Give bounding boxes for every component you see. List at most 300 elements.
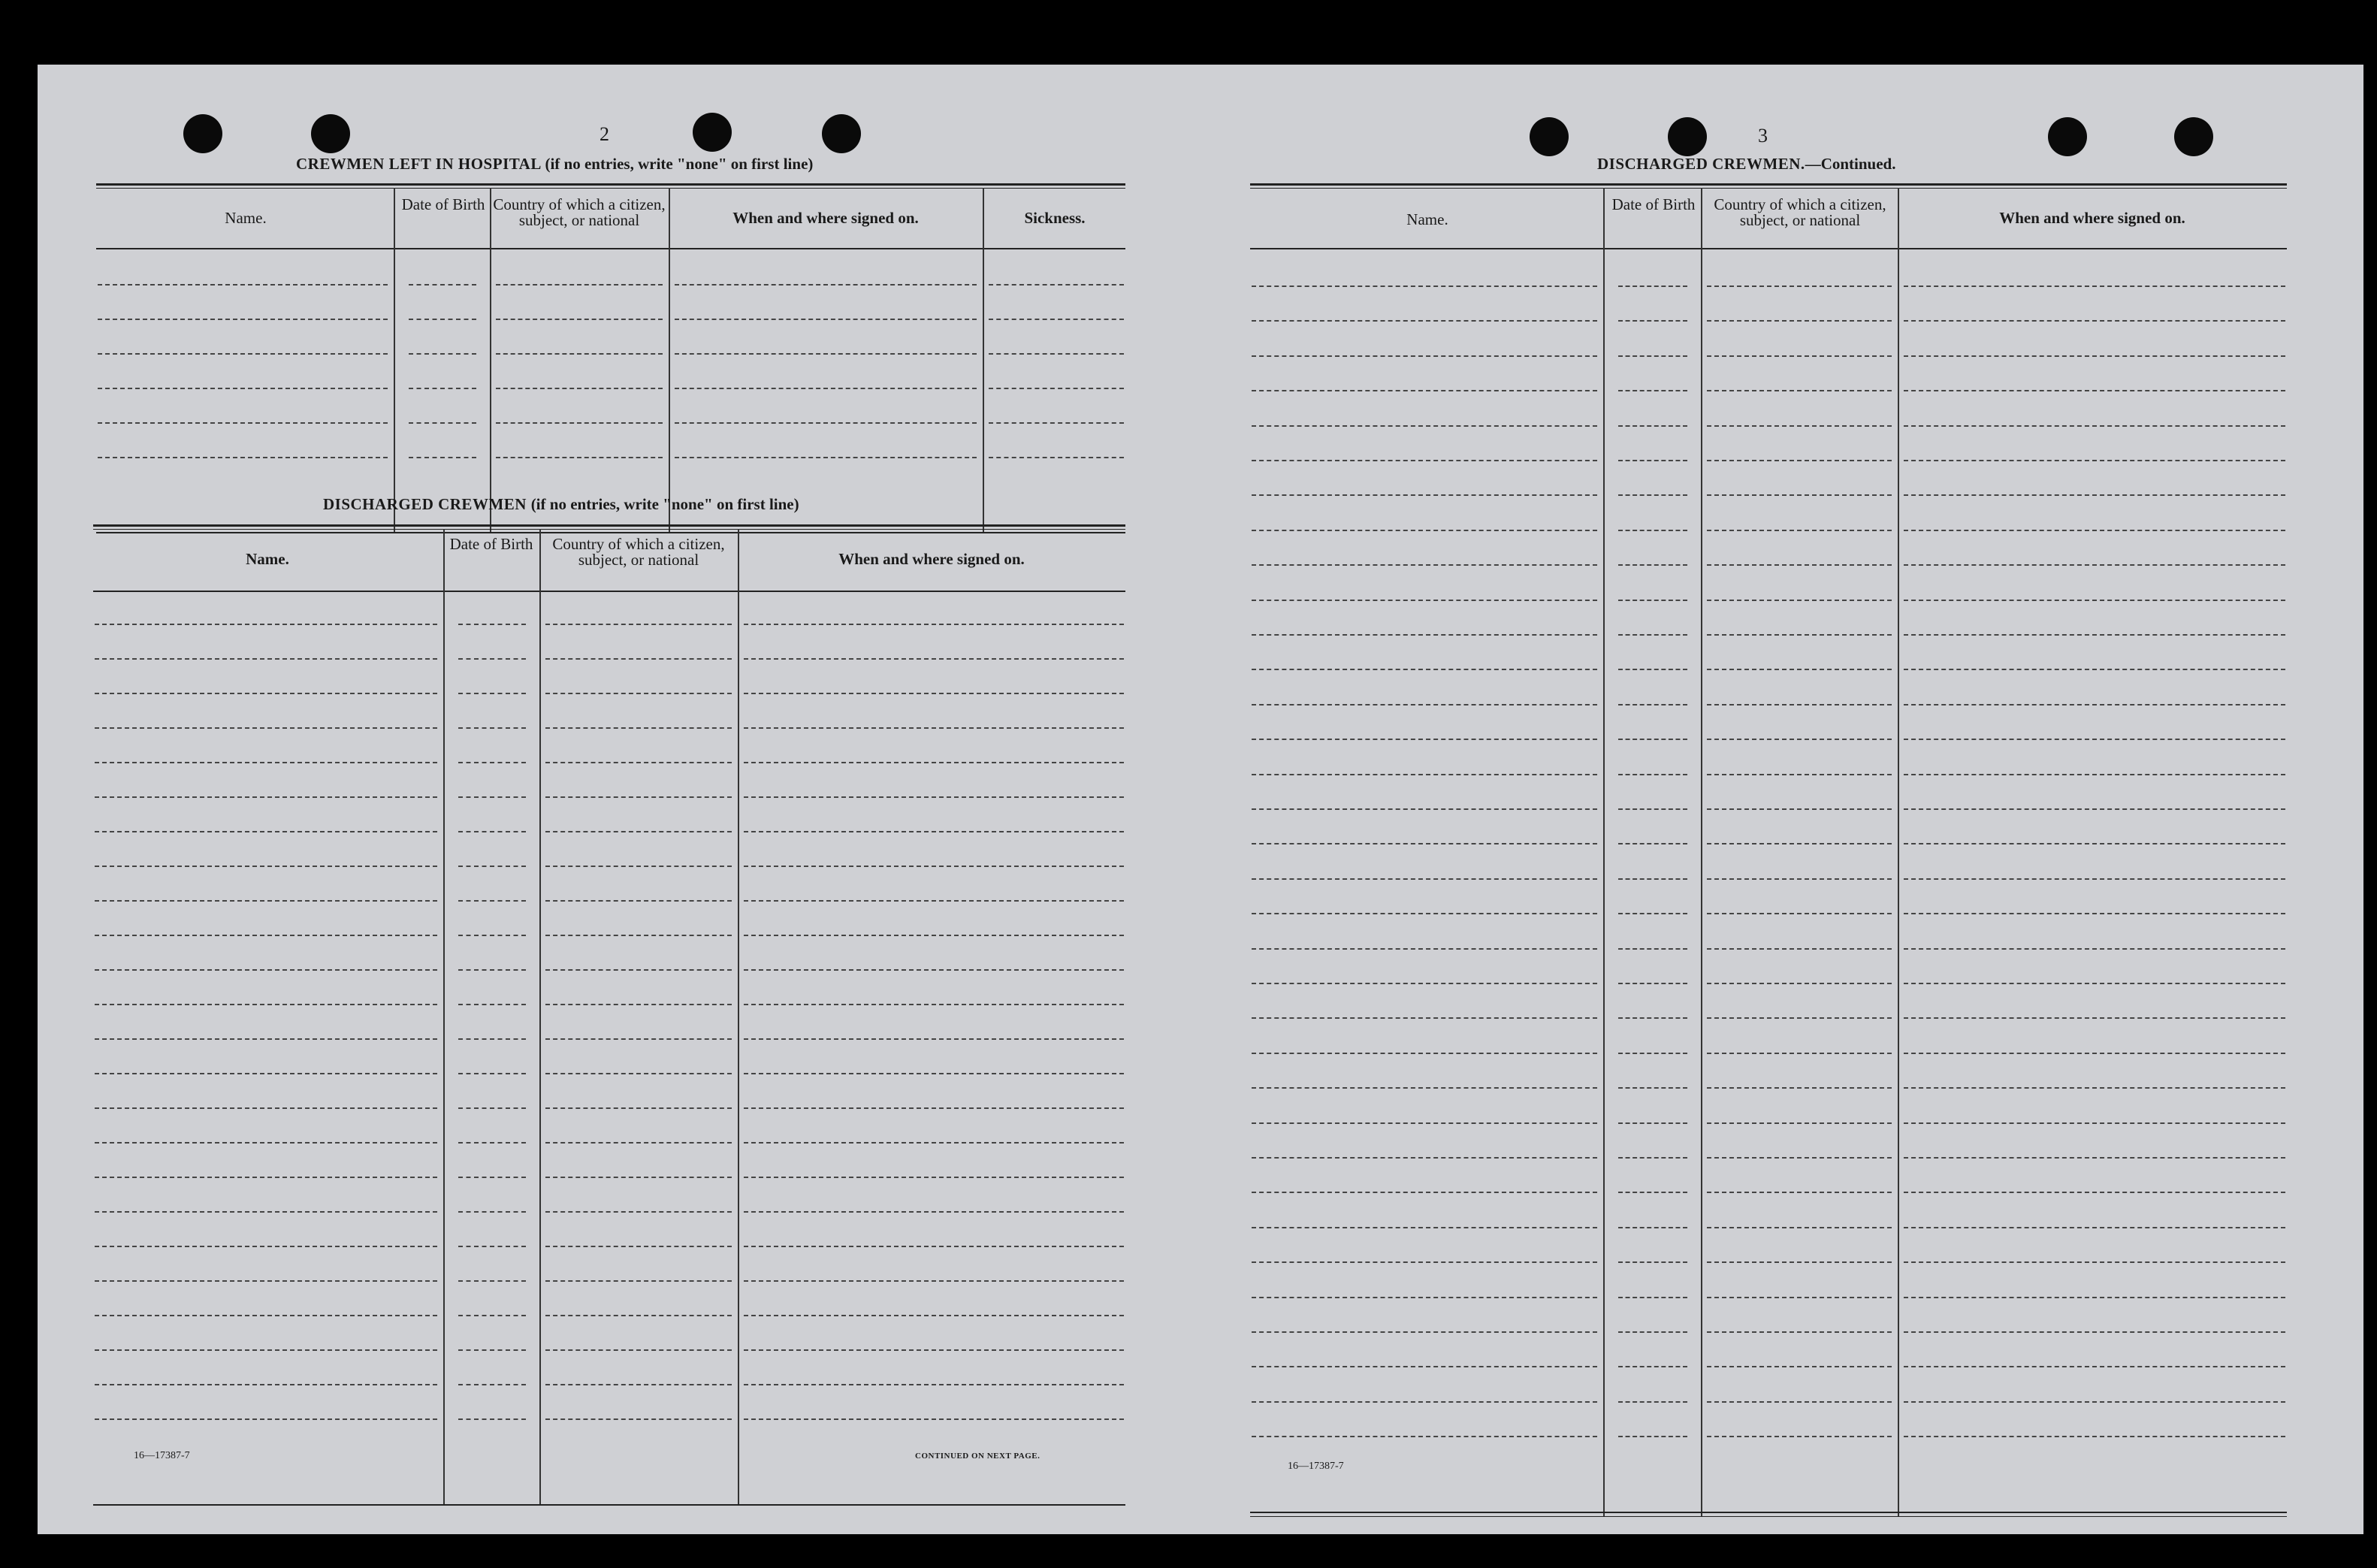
col-signed-on-header: When and where signed on. (838, 550, 1025, 568)
col-dob-header: Date of Birth (449, 535, 533, 553)
entry-line (1618, 1297, 1687, 1298)
entry-line (1707, 320, 1892, 322)
entry-line (1904, 1366, 2285, 1367)
entry-line (458, 1315, 526, 1316)
entry-line (1904, 530, 2285, 531)
entry-line (1252, 669, 1597, 670)
entry-line (1252, 1017, 1597, 1019)
hospital-title-text: CREWMEN LEFT IN HOSPITAL (296, 155, 541, 173)
entry-line (1707, 913, 1892, 914)
entry-line (744, 1418, 1124, 1420)
entry-line (1618, 1017, 1687, 1019)
entry-line (545, 762, 732, 763)
entry-line (458, 1073, 526, 1074)
hospital-section-title (296, 155, 813, 174)
continued-note: CONTINUED ON NEXT PAGE. (915, 1452, 1041, 1461)
entry-line (1252, 460, 1597, 461)
entry-line (1904, 669, 2285, 670)
entry-line (95, 900, 437, 902)
table-top-rule (96, 188, 1125, 189)
entry-line (1707, 1401, 1892, 1403)
entry-line (409, 422, 476, 424)
entry-line (95, 1246, 437, 1247)
entry-line (1618, 355, 1687, 357)
entry-line (496, 284, 663, 286)
column-divider (394, 188, 395, 533)
entry-line (1707, 1436, 1892, 1437)
entry-line (1252, 1297, 1597, 1298)
entry-line (1252, 878, 1597, 880)
entry-line (1904, 1087, 2285, 1089)
entry-line (1707, 739, 1892, 740)
entry-line (98, 353, 388, 355)
entry-line (409, 388, 476, 389)
form-number: 16—17387-7 (134, 1450, 190, 1461)
entry-line (1707, 286, 1892, 287)
entry-line (1904, 286, 2285, 287)
col-dob-header: Date of Birth (1611, 195, 1696, 213)
entry-line (1618, 1087, 1687, 1089)
entry-line (458, 935, 526, 936)
column-divider (1603, 188, 1605, 1516)
entry-line (1904, 1331, 2285, 1333)
header-bottom-rule (93, 591, 1125, 592)
entry-line (95, 1038, 437, 1040)
entry-line (1618, 669, 1687, 670)
entry-line (1252, 1227, 1597, 1228)
entry-line (1707, 564, 1892, 566)
entry-line (1904, 1436, 2285, 1437)
entry-line (1904, 1261, 2285, 1263)
entry-line (1707, 530, 1892, 531)
continued-title-text: DISCHARGED CREWMEN. (1597, 155, 1805, 173)
continued-suffix-text: —Continued. (1805, 155, 1896, 173)
entry-line (545, 693, 732, 694)
entry-line (1252, 1436, 1597, 1437)
col-sickness-header: Sickness. (1024, 209, 1086, 227)
entry-line (1618, 1122, 1687, 1124)
entry-line (989, 457, 1124, 458)
entry-line (744, 1073, 1124, 1074)
entry-line (458, 624, 526, 625)
entry-line (95, 1177, 437, 1178)
entry-line (545, 1384, 732, 1385)
entry-line (545, 1107, 732, 1109)
entry-line (458, 1177, 526, 1178)
entry-line (458, 1246, 526, 1247)
entry-line (1707, 494, 1892, 496)
form-number: 16—17387-7 (1288, 1461, 1344, 1472)
entry-line (458, 831, 526, 832)
entry-line (1618, 530, 1687, 531)
entry-line (98, 457, 388, 458)
entry-line (989, 388, 1124, 389)
entry-line (95, 1384, 437, 1385)
entry-line (1904, 774, 2285, 775)
entry-line (458, 658, 526, 660)
entry-line (1618, 320, 1687, 322)
hospital-subtitle-text: (if no entries, write "none" on first line) (545, 155, 814, 173)
entry-line (545, 900, 732, 902)
entry-line (98, 422, 388, 424)
entry-line (95, 969, 437, 971)
punch-hole (693, 113, 732, 152)
entry-line (1904, 494, 2285, 496)
entry-line (458, 1384, 526, 1385)
entry-line (1252, 774, 1597, 775)
entry-line (409, 353, 476, 355)
entry-line (1252, 320, 1597, 322)
table-top-rule (1250, 183, 2287, 186)
entry-line (1252, 1192, 1597, 1193)
entry-line (1707, 774, 1892, 775)
entry-line (1252, 564, 1597, 566)
page-number: 3 (1758, 125, 1768, 147)
entry-line (458, 1142, 526, 1144)
entry-line (1707, 1297, 1892, 1298)
entry-line (95, 693, 437, 694)
entry-line (545, 1418, 732, 1420)
entry-line (1904, 425, 2285, 427)
entry-line (1707, 1227, 1892, 1228)
page-number: 2 (600, 123, 609, 145)
entry-line (675, 353, 977, 355)
entry-line (1904, 564, 2285, 566)
col-signed-on-header: When and where signed on. (732, 209, 919, 227)
entry-line (95, 866, 437, 867)
entry-line (1707, 1157, 1892, 1159)
entry-line (1618, 1366, 1687, 1367)
entry-line (1904, 704, 2285, 705)
entry-line (1618, 390, 1687, 391)
entry-line (1904, 843, 2285, 844)
entry-line (675, 388, 977, 389)
entry-line (95, 1107, 437, 1109)
header-bottom-rule (96, 248, 1125, 249)
entry-line (744, 693, 1124, 694)
entry-line (1707, 704, 1892, 705)
entry-line (95, 1315, 437, 1316)
entry-line (1252, 600, 1597, 601)
table-top-rule (93, 524, 1125, 527)
entry-line (409, 457, 476, 458)
entry-line (1904, 1227, 2285, 1228)
entry-line (744, 1384, 1124, 1385)
entry-line (409, 284, 476, 286)
table-top-rule (1250, 188, 2287, 189)
entry-line (1618, 425, 1687, 427)
column-divider (1898, 188, 1899, 1516)
entry-line (1618, 1436, 1687, 1437)
entry-line (1904, 1192, 2285, 1193)
entry-line (744, 727, 1124, 729)
entry-line (545, 1246, 732, 1247)
entry-line (1707, 1261, 1892, 1263)
entry-line (95, 1004, 437, 1005)
entry-line (545, 1280, 732, 1282)
entry-line (1618, 1192, 1687, 1193)
entry-line (1707, 1087, 1892, 1089)
entry-line (1252, 1401, 1597, 1403)
entry-line (1707, 390, 1892, 391)
entry-line (458, 1211, 526, 1213)
entry-line (1618, 1227, 1687, 1228)
punch-hole (1668, 117, 1707, 156)
entry-line (95, 1349, 437, 1351)
discharged-subtitle-text: (if no entries, write "none" on first line) (530, 495, 799, 513)
entry-line (545, 1004, 732, 1005)
col-dob-header: Date of Birth (401, 195, 485, 213)
entry-line (1707, 948, 1892, 950)
column-divider (1701, 188, 1702, 1516)
entry-line (1252, 843, 1597, 844)
entry-line (95, 658, 437, 660)
entry-line (1252, 1122, 1597, 1124)
entry-line (1707, 634, 1892, 636)
table-top-rule (93, 529, 1125, 530)
entry-line (1904, 460, 2285, 461)
entry-line (1618, 774, 1687, 775)
entry-line (744, 831, 1124, 832)
punch-hole (2048, 117, 2087, 156)
entry-line (744, 762, 1124, 763)
entry-line (744, 1315, 1124, 1316)
entry-line (1707, 355, 1892, 357)
entry-line (1904, 1017, 2285, 1019)
entry-line (409, 319, 476, 320)
entry-line (1618, 1331, 1687, 1333)
entry-line (1618, 1157, 1687, 1159)
entry-line (744, 1211, 1124, 1213)
discharged-title-text: DISCHARGED CREWMEN (323, 495, 527, 513)
entry-line (1707, 460, 1892, 461)
entry-line (1252, 390, 1597, 391)
entry-line (744, 1142, 1124, 1144)
entry-line (1618, 913, 1687, 914)
entry-line (1618, 983, 1687, 984)
entry-line (1252, 530, 1597, 531)
entry-line (458, 866, 526, 867)
entry-line (496, 422, 663, 424)
punch-hole (1530, 117, 1569, 156)
entry-line (458, 762, 526, 763)
entry-line (1252, 425, 1597, 427)
discharged-section-title (323, 495, 799, 514)
entry-line (989, 319, 1124, 320)
entry-line (1707, 669, 1892, 670)
table-bottom-rule (1250, 1512, 2287, 1513)
entry-line (95, 831, 437, 832)
entry-line (1904, 1053, 2285, 1054)
entry-line (98, 319, 388, 320)
entry-line (1707, 1331, 1892, 1333)
entry-line (744, 935, 1124, 936)
entry-line (1904, 634, 2285, 636)
entry-line (1252, 1053, 1597, 1054)
entry-line (1618, 600, 1687, 601)
entry-line (744, 900, 1124, 902)
entry-line (1252, 355, 1597, 357)
entry-line (744, 1349, 1124, 1351)
entry-line (458, 1280, 526, 1282)
entry-line (458, 1004, 526, 1005)
entry-line (458, 693, 526, 694)
entry-line (744, 1038, 1124, 1040)
col-country-header: Country of which a citizen, subject, or national (493, 195, 666, 229)
entry-line (1904, 983, 2285, 984)
column-divider (539, 529, 541, 1506)
entry-line (1904, 1297, 2285, 1298)
entry-line (1618, 494, 1687, 496)
entry-line (545, 658, 732, 660)
entry-line (1904, 1122, 2285, 1124)
entry-line (1252, 1157, 1597, 1159)
entry-line (458, 1038, 526, 1040)
entry-line (458, 727, 526, 729)
entry-line (98, 284, 388, 286)
entry-line (675, 422, 977, 424)
entry-line (1618, 564, 1687, 566)
entry-line (95, 1142, 437, 1144)
col-country-header: Country of which a citizen, subject, or national (1714, 195, 1886, 229)
entry-line (1904, 390, 2285, 391)
entry-line (95, 624, 437, 625)
entry-line (545, 935, 732, 936)
entry-line (458, 900, 526, 902)
entry-line (744, 1246, 1124, 1247)
column-divider (490, 188, 491, 533)
entry-line (1707, 1122, 1892, 1124)
entry-line (1707, 425, 1892, 427)
entry-line (98, 388, 388, 389)
entry-line (1707, 1192, 1892, 1193)
table-bottom-rule (96, 532, 1125, 533)
entry-line (1618, 460, 1687, 461)
entry-line (675, 284, 977, 286)
entry-line (1618, 1053, 1687, 1054)
entry-line (1904, 1157, 2285, 1159)
column-divider (443, 529, 445, 1506)
entry-line (1707, 600, 1892, 601)
entry-line (1252, 808, 1597, 810)
entry-line (744, 624, 1124, 625)
entry-line (1252, 1366, 1597, 1367)
entry-line (744, 1177, 1124, 1178)
discharged-continued-title (1597, 155, 1895, 174)
entry-line (744, 1280, 1124, 1282)
entry-line (1252, 913, 1597, 914)
entry-line (1904, 808, 2285, 810)
entry-line (95, 762, 437, 763)
punch-hole (822, 114, 861, 153)
column-divider (669, 188, 670, 533)
header-bottom-rule (1250, 248, 2287, 249)
entry-line (1618, 704, 1687, 705)
column-divider (738, 529, 739, 1506)
entry-line (545, 1211, 732, 1213)
entry-line (545, 1142, 732, 1144)
entry-line (1618, 843, 1687, 844)
entry-line (744, 1004, 1124, 1005)
col-signed-on-header: When and where signed on. (1999, 209, 2185, 227)
entry-line (458, 969, 526, 971)
entry-line (95, 1073, 437, 1074)
entry-line (545, 1073, 732, 1074)
entry-line (989, 353, 1124, 355)
entry-line (545, 624, 732, 625)
entry-line (1904, 913, 2285, 914)
entry-line (95, 1418, 437, 1420)
entry-line (1618, 1401, 1687, 1403)
entry-line (1618, 878, 1687, 880)
entry-line (496, 319, 663, 320)
entry-line (1707, 1053, 1892, 1054)
entry-line (1252, 634, 1597, 636)
entry-line (1904, 739, 2285, 740)
entry-line (496, 388, 663, 389)
entry-line (1904, 320, 2285, 322)
entry-line (1618, 948, 1687, 950)
entry-line (1252, 1087, 1597, 1089)
entry-line (545, 796, 732, 798)
entry-line (1618, 634, 1687, 636)
punch-hole (183, 114, 222, 153)
entry-line (675, 319, 977, 320)
entry-line (545, 1038, 732, 1040)
entry-line (1707, 1366, 1892, 1367)
entry-line (1904, 600, 2285, 601)
entry-line (1252, 983, 1597, 984)
entry-line (1904, 878, 2285, 880)
entry-line (1904, 948, 2285, 950)
col-name-header: Name. (225, 209, 267, 227)
entry-line (1707, 843, 1892, 844)
punch-hole (2174, 117, 2213, 156)
entry-line (95, 796, 437, 798)
entry-line (95, 935, 437, 936)
entry-line (545, 1315, 732, 1316)
entry-line (545, 1177, 732, 1178)
col-country-header: Country of which a citizen, subject, or national (552, 535, 725, 569)
entry-line (1252, 1331, 1597, 1333)
entry-line (1707, 808, 1892, 810)
entry-line (1618, 739, 1687, 740)
entry-line (989, 284, 1124, 286)
entry-line (744, 866, 1124, 867)
entry-line (1252, 1261, 1597, 1263)
entry-line (1707, 878, 1892, 880)
col-name-header: Name. (246, 550, 289, 568)
entry-line (1252, 704, 1597, 705)
entry-line (1618, 1261, 1687, 1263)
entry-line (744, 658, 1124, 660)
entry-line (95, 1211, 437, 1213)
entry-line (1618, 286, 1687, 287)
entry-line (95, 727, 437, 729)
punch-hole (311, 114, 350, 153)
column-divider (983, 188, 984, 533)
entry-line (744, 796, 1124, 798)
entry-line (458, 1107, 526, 1109)
entry-line (1707, 983, 1892, 984)
entry-line (744, 1107, 1124, 1109)
entry-line (458, 1418, 526, 1420)
table-top-rule (96, 183, 1125, 186)
scanned-form (38, 65, 2363, 1534)
entry-line (496, 353, 663, 355)
entry-line (545, 831, 732, 832)
entry-line (1618, 808, 1687, 810)
